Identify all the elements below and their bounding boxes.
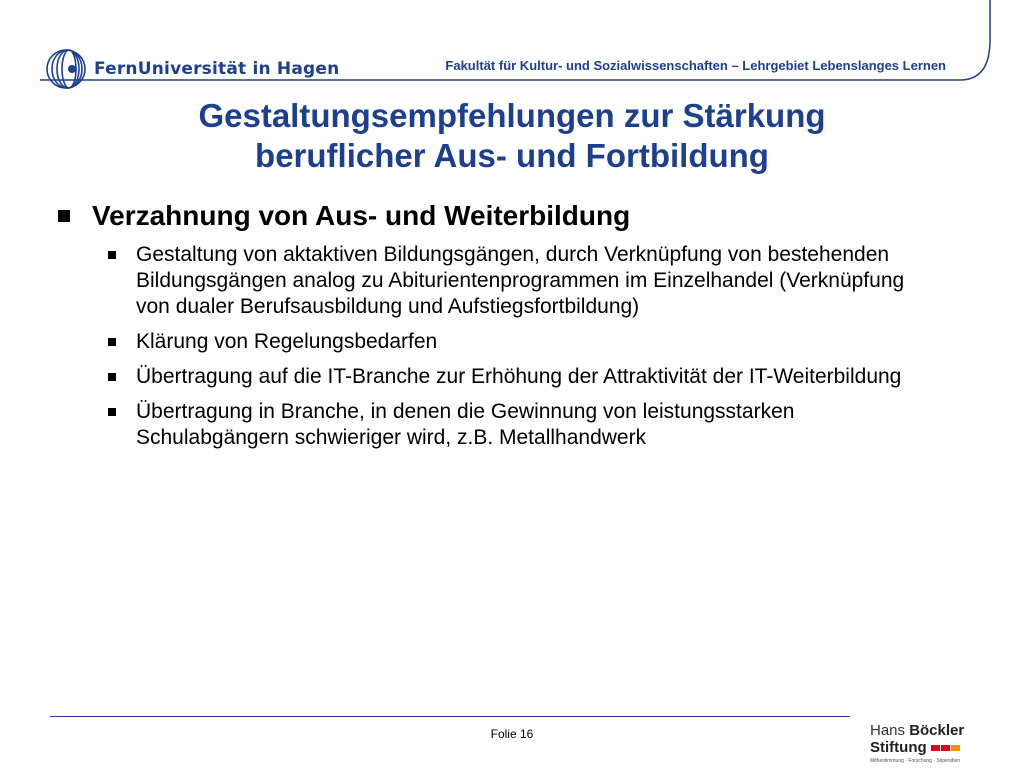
square-bullet-icon <box>108 338 116 346</box>
hbs-stiftung <box>870 739 980 756</box>
list-item-text: Gestaltung von aktaktiven Bildungsgängen, durch Verknüpfung von bestehenden Bildungsgängen analog zu Abiturientenprogrammen im Einzelhandel (Verknüpfung von dualer Berufsausbildung und Aufstiegsfortbildung) <box>136 243 905 318</box>
list-item <box>108 399 958 451</box>
square-bullet-icon <box>108 251 116 259</box>
hbs-bar <box>951 745 960 751</box>
hbs-color-bars-icon <box>931 745 961 751</box>
hbs-bar <box>931 745 940 751</box>
footer-divider <box>50 716 850 717</box>
hbs-name-last: Böckler <box>909 722 965 739</box>
bullet-heading-text: Verzahnung von Aus- und Weiterbildung <box>92 200 631 231</box>
list-item <box>108 242 958 320</box>
fernuni-globe-icon <box>40 45 88 93</box>
slide-number: Folie 16 <box>490 727 534 741</box>
faculty-label: Fakultät für Kultur- und Sozialwissenschaften – Lehrgebiet Lebenslanges Lernen <box>445 58 946 73</box>
hbs-name-first: Hans <box>870 722 910 739</box>
square-bullet-icon <box>58 210 70 222</box>
hbs-bar <box>941 745 950 751</box>
list-item <box>108 329 958 355</box>
square-bullet-icon <box>108 408 116 416</box>
slide-title-line2: beruflicher Aus- und Fortbildung <box>255 137 769 174</box>
list-item-text: Klärung von Regelungsbedarfen <box>136 330 438 353</box>
list-item <box>108 364 958 390</box>
square-bullet-icon <box>108 373 116 381</box>
list-item-text: Übertragung auf die IT-Branche zur Erhöhung der Attraktivität der IT-Weiterbildung <box>136 365 902 388</box>
fernuni-logo <box>40 44 339 94</box>
slide-title <box>60 96 964 176</box>
list-item-text: Übertragung in Branche, in denen die Gewinnung von leistungsstarken Schulabgängern schwieriger wird, z.B. Metallhandwerk <box>136 400 795 449</box>
hans-boeckler-logo <box>870 722 980 766</box>
hbs-tagline: Mitbestimmung · Forschung · Stipendien <box>870 758 961 764</box>
hbs-name <box>870 722 980 739</box>
logo-text: FernUniversität in Hagen <box>94 59 340 79</box>
hbs-stiftung-text: Stiftung <box>870 739 927 756</box>
slide-content <box>58 198 958 460</box>
slide-title-line1: Gestaltungsempfehlungen zur Stärkung <box>198 97 826 134</box>
sub-bullet-list <box>108 242 958 451</box>
bullet-heading <box>58 198 958 234</box>
